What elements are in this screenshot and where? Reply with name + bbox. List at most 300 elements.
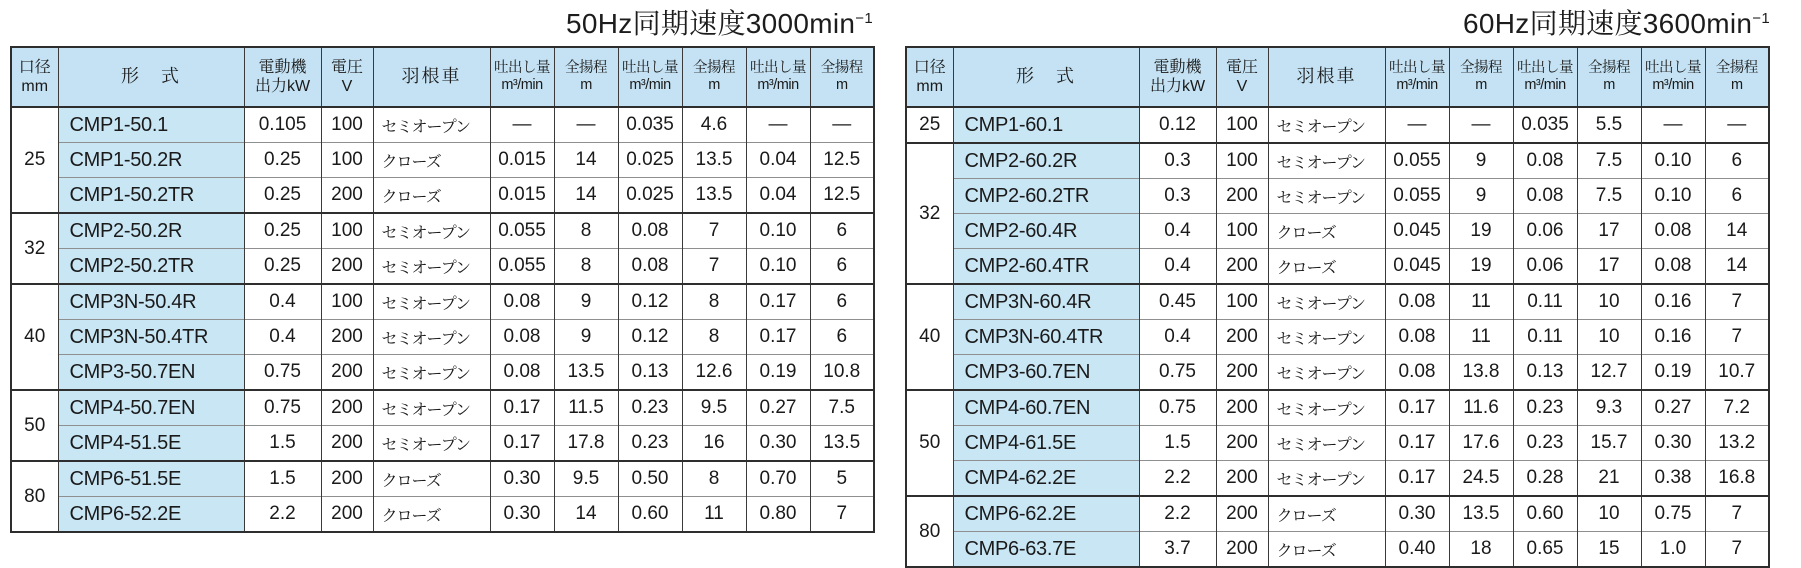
col-header-flow-1-line1: 吐出し量 xyxy=(494,59,550,76)
flow-value-cell: 0.025 xyxy=(618,143,682,178)
voltage-cell: 200 xyxy=(1216,179,1268,214)
impeller-cell: セミオープン xyxy=(373,284,490,320)
flow-value-cell: 0.12 xyxy=(618,284,682,320)
power-cell: 2.2 xyxy=(244,497,321,533)
col-header-power-line2: 出力kW xyxy=(1149,78,1206,95)
head-value-cell: 13.5 xyxy=(682,178,746,214)
head-value-cell: 9 xyxy=(1449,179,1513,214)
flow-value-cell: 0.16 xyxy=(1641,320,1705,355)
flow-value-cell: 0.055 xyxy=(490,213,554,249)
head-value-cell: 7 xyxy=(682,249,746,285)
col-header-bore-line2: mm xyxy=(21,78,49,95)
flow-value-cell: 0.60 xyxy=(1513,496,1577,532)
voltage-cell: 200 xyxy=(1216,390,1268,426)
flow-value-cell: 0.04 xyxy=(746,178,810,214)
voltage-cell: 100 xyxy=(1216,214,1268,249)
head-value-cell: 15.7 xyxy=(1577,426,1641,461)
head-value-cell: 16 xyxy=(682,426,746,462)
head-value-cell: 13.5 xyxy=(1449,496,1513,532)
head-value-cell: 11.6 xyxy=(1449,390,1513,426)
voltage-cell: 200 xyxy=(1216,532,1268,568)
voltage-cell: 100 xyxy=(321,213,373,249)
flow-value-cell: 0.70 xyxy=(746,461,810,497)
model-cell: CMP2-50.2R xyxy=(58,213,244,249)
flow-value-cell: 0.17 xyxy=(746,320,810,355)
power-cell: 0.4 xyxy=(244,320,321,355)
table-row xyxy=(906,532,1769,568)
head-value-cell: 15 xyxy=(1577,532,1641,568)
model-cell: CMP2-50.2TR xyxy=(58,249,244,285)
impeller-cell: クローズ xyxy=(1268,249,1385,285)
col-header-head-2-line1: 全揚程 xyxy=(1588,59,1630,76)
head-value-cell: 12.6 xyxy=(682,355,746,391)
impeller-cell: セミオープン xyxy=(373,390,490,426)
col-header-bore xyxy=(906,47,953,107)
voltage-cell: 100 xyxy=(1216,107,1268,143)
power-cell: 0.45 xyxy=(1139,284,1216,320)
table-title-50hz-exponent: −1 xyxy=(855,10,873,27)
voltage-cell: 100 xyxy=(321,107,373,143)
head-value-cell: 11 xyxy=(1449,320,1513,355)
head-value-cell: 16.8 xyxy=(1705,461,1769,497)
voltage-cell: 200 xyxy=(1216,320,1268,355)
table-row xyxy=(11,178,874,214)
head-value-cell: 8 xyxy=(682,284,746,320)
flow-value-cell: 0.11 xyxy=(1513,284,1577,320)
col-header-head-3-line2: m xyxy=(835,77,848,93)
flow-value-cell: 0.015 xyxy=(490,143,554,178)
impeller-cell: クローズ xyxy=(373,497,490,533)
col-header-head-1 xyxy=(554,47,618,107)
col-header-head-2-line2: m xyxy=(1603,77,1615,93)
power-cell: 0.75 xyxy=(1139,355,1216,391)
flow-value-cell: 0.30 xyxy=(490,461,554,497)
table-row xyxy=(906,320,1769,355)
col-header-voltage-line1: 電圧 xyxy=(330,58,363,76)
col-header-power xyxy=(1139,47,1216,107)
flow-value-cell: 0.10 xyxy=(1641,179,1705,214)
model-cell: CMP3-50.7EN xyxy=(58,355,244,391)
flow-value-cell: 0.10 xyxy=(746,249,810,285)
bore-cell: 80 xyxy=(906,496,953,567)
table-title-60hz-text: 60Hz同期速度3600min xyxy=(1463,8,1753,39)
power-cell: 0.4 xyxy=(1139,320,1216,355)
table-row xyxy=(906,284,1769,320)
head-value-cell: 5 xyxy=(810,461,874,497)
col-header-flow-1 xyxy=(490,47,554,107)
col-header-head-3-line2: m xyxy=(1730,77,1743,93)
flow-value-cell: 0.025 xyxy=(618,178,682,214)
power-cell: 0.105 xyxy=(244,107,321,143)
table-row xyxy=(906,107,1769,143)
power-cell: 2.2 xyxy=(1139,461,1216,497)
table-block-60hz xyxy=(905,8,1770,568)
flow-value-cell: 0.13 xyxy=(618,355,682,391)
power-cell: 0.3 xyxy=(1139,143,1216,179)
model-cell: CMP6-62.2E xyxy=(953,496,1139,532)
bore-cell: 32 xyxy=(11,213,58,284)
col-header-voltage xyxy=(321,47,373,107)
col-header-model xyxy=(58,47,244,107)
table-row xyxy=(906,249,1769,285)
head-value-cell: 14 xyxy=(1705,249,1769,285)
head-value-cell: 5.5 xyxy=(1577,107,1641,143)
model-cell: CMP6-63.7E xyxy=(953,532,1139,568)
power-cell: 0.25 xyxy=(244,249,321,285)
voltage-cell: 200 xyxy=(1216,461,1268,497)
col-header-flow-1-line2: m³/min xyxy=(501,77,543,93)
impeller-cell: セミオープン xyxy=(1268,320,1385,355)
flow-value-cell: 0.045 xyxy=(1385,214,1449,249)
voltage-cell: 100 xyxy=(321,143,373,178)
col-header-head-1-line1: 全揚程 xyxy=(565,59,607,76)
impeller-cell: セミオープン xyxy=(1268,390,1385,426)
col-header-head-1 xyxy=(1449,47,1513,107)
voltage-cell: 200 xyxy=(321,461,373,497)
voltage-cell: 200 xyxy=(1216,426,1268,461)
flow-value-cell: 0.08 xyxy=(1385,284,1449,320)
head-value-cell: 6 xyxy=(1705,179,1769,214)
head-value-cell: 7 xyxy=(1705,284,1769,320)
power-cell: 0.75 xyxy=(244,355,321,391)
flow-value-cell: 0.08 xyxy=(490,284,554,320)
impeller-cell: セミオープン xyxy=(373,213,490,249)
model-cell: CMP1-50.1 xyxy=(58,107,244,143)
flow-value-cell: 0.10 xyxy=(746,213,810,249)
power-cell: 0.75 xyxy=(244,390,321,426)
col-header-flow-3-line1: 吐出し量 xyxy=(1645,59,1701,76)
col-header-flow-1-line2: m³/min xyxy=(1396,77,1438,93)
spec-table-50hz xyxy=(10,46,875,533)
table-row xyxy=(906,179,1769,214)
head-value-cell: 12.5 xyxy=(810,143,874,178)
head-value-cell: 10 xyxy=(1577,284,1641,320)
col-header-power-line1: 電動機 xyxy=(258,58,307,76)
voltage-cell: 200 xyxy=(1216,249,1268,285)
head-value-cell: — xyxy=(1705,107,1769,143)
table-title-60hz-exponent: −1 xyxy=(1752,10,1770,27)
voltage-cell: 100 xyxy=(1216,143,1268,179)
power-cell: 0.4 xyxy=(244,284,321,320)
flow-value-cell: 0.23 xyxy=(618,426,682,462)
col-header-flow-2 xyxy=(618,47,682,107)
power-cell: 3.7 xyxy=(1139,532,1216,568)
flow-value-cell: 0.13 xyxy=(1513,355,1577,391)
flow-value-cell: 0.045 xyxy=(1385,249,1449,285)
flow-value-cell: 0.04 xyxy=(746,143,810,178)
flow-value-cell: 0.30 xyxy=(746,426,810,462)
head-value-cell: 9 xyxy=(554,320,618,355)
model-cell: CMP4-61.5E xyxy=(953,426,1139,461)
table-row xyxy=(11,107,874,143)
bore-cell: 25 xyxy=(906,107,953,143)
power-cell: 0.25 xyxy=(244,143,321,178)
bore-cell: 50 xyxy=(11,390,58,461)
table-row xyxy=(906,496,1769,532)
flow-value-cell: 0.035 xyxy=(1513,107,1577,143)
impeller-cell: クローズ xyxy=(373,178,490,214)
table-row xyxy=(11,143,874,178)
head-value-cell: 7.5 xyxy=(1577,179,1641,214)
model-cell: CMP2-60.4TR xyxy=(953,249,1139,285)
power-cell: 1.5 xyxy=(244,461,321,497)
col-header-voltage-line2: V xyxy=(341,78,353,95)
head-value-cell: — xyxy=(810,107,874,143)
table-body-60hz xyxy=(906,107,1769,567)
flow-value-cell: 0.23 xyxy=(1513,426,1577,461)
head-value-cell: 14 xyxy=(1705,214,1769,249)
header-row xyxy=(11,47,874,107)
col-header-head-3-line1: 全揚程 xyxy=(820,59,863,76)
model-cell: CMP4-62.2E xyxy=(953,461,1139,497)
impeller-cell: クローズ xyxy=(1268,214,1385,249)
bore-cell: 80 xyxy=(11,461,58,532)
flow-value-cell: 0.17 xyxy=(490,390,554,426)
flow-value-cell: 0.12 xyxy=(618,320,682,355)
flow-value-cell: 0.08 xyxy=(1385,355,1449,391)
table-row xyxy=(11,355,874,391)
col-header-impeller-label: 羽根車 xyxy=(1296,66,1357,87)
flow-value-cell: 0.65 xyxy=(1513,532,1577,568)
voltage-cell: 200 xyxy=(321,497,373,533)
flow-value-cell: 0.08 xyxy=(1641,214,1705,249)
table-row xyxy=(906,461,1769,497)
voltage-cell: 200 xyxy=(321,390,373,426)
voltage-cell: 200 xyxy=(321,426,373,462)
col-header-flow-3 xyxy=(1641,47,1705,107)
voltage-cell: 100 xyxy=(1216,284,1268,320)
col-header-flow-2-line1: 吐出し量 xyxy=(622,59,678,76)
flow-value-cell: 0.08 xyxy=(618,213,682,249)
head-value-cell: 8 xyxy=(554,213,618,249)
col-header-head-3 xyxy=(810,47,874,107)
col-header-power-line2: 出力kW xyxy=(254,78,311,95)
flow-value-cell: 0.75 xyxy=(1641,496,1705,532)
impeller-cell: セミオープン xyxy=(373,249,490,285)
model-cell: CMP2-60.2R xyxy=(953,143,1139,179)
model-cell: CMP6-52.2E xyxy=(58,497,244,533)
col-header-flow-1-line1: 吐出し量 xyxy=(1389,59,1445,76)
voltage-cell: 200 xyxy=(321,249,373,285)
flow-value-cell: 0.17 xyxy=(1385,390,1449,426)
impeller-cell: セミオープン xyxy=(373,426,490,462)
head-value-cell: — xyxy=(1449,107,1513,143)
head-value-cell: 6 xyxy=(810,320,874,355)
flow-value-cell: 0.30 xyxy=(1641,426,1705,461)
model-cell: CMP1-50.2R xyxy=(58,143,244,178)
col-header-head-1-line2: m xyxy=(580,77,592,93)
head-value-cell: 14 xyxy=(554,143,618,178)
model-cell: CMP6-51.5E xyxy=(58,461,244,497)
header-row xyxy=(906,47,1769,107)
flow-value-cell: 0.08 xyxy=(490,355,554,391)
table-row xyxy=(11,284,874,320)
table-title-60hz xyxy=(905,8,1770,40)
head-value-cell: 6 xyxy=(810,249,874,285)
col-header-power xyxy=(244,47,321,107)
voltage-cell: 100 xyxy=(321,284,373,320)
model-cell: CMP1-50.2TR xyxy=(58,178,244,214)
head-value-cell: 7 xyxy=(1705,320,1769,355)
table-row xyxy=(906,143,1769,179)
col-header-flow-3-line2: m³/min xyxy=(757,77,799,93)
head-value-cell: 10 xyxy=(1577,496,1641,532)
flow-value-cell: 1.0 xyxy=(1641,532,1705,568)
head-value-cell: 7 xyxy=(1705,532,1769,568)
flow-value-cell: 0.035 xyxy=(618,107,682,143)
impeller-cell: セミオープン xyxy=(1268,143,1385,179)
voltage-cell: 200 xyxy=(1216,355,1268,391)
head-value-cell: 13.5 xyxy=(554,355,618,391)
col-header-head-2-line1: 全揚程 xyxy=(693,59,735,76)
power-cell: 2.2 xyxy=(1139,496,1216,532)
table-header-60hz xyxy=(906,47,1769,107)
col-header-impeller xyxy=(1268,47,1385,107)
power-cell: 0.12 xyxy=(1139,107,1216,143)
head-value-cell: 9 xyxy=(1449,143,1513,179)
flow-value-cell: 0.055 xyxy=(1385,143,1449,179)
flow-value-cell: 0.38 xyxy=(1641,461,1705,497)
head-value-cell: 24.5 xyxy=(1449,461,1513,497)
table-row xyxy=(11,426,874,462)
power-cell: 0.3 xyxy=(1139,179,1216,214)
power-cell: 0.25 xyxy=(244,213,321,249)
head-value-cell: 17.8 xyxy=(554,426,618,462)
bore-cell: 25 xyxy=(11,107,58,213)
head-value-cell: 9.3 xyxy=(1577,390,1641,426)
flow-value-cell: 0.08 xyxy=(1385,320,1449,355)
model-cell: CMP3N-50.4TR xyxy=(58,320,244,355)
head-value-cell: 4.6 xyxy=(682,107,746,143)
col-header-flow-2-line1: 吐出し量 xyxy=(1517,59,1573,76)
flow-value-cell: 0.055 xyxy=(1385,179,1449,214)
head-value-cell: 6 xyxy=(1705,143,1769,179)
flow-value-cell: 0.50 xyxy=(618,461,682,497)
head-value-cell: 13.5 xyxy=(682,143,746,178)
bore-cell: 40 xyxy=(11,284,58,390)
col-header-voltage xyxy=(1216,47,1268,107)
model-cell: CMP3N-60.4TR xyxy=(953,320,1139,355)
head-value-cell: 6 xyxy=(810,284,874,320)
head-value-cell: 19 xyxy=(1449,214,1513,249)
col-header-bore-line2: mm xyxy=(916,78,944,95)
head-value-cell: 8 xyxy=(554,249,618,285)
flow-value-cell: 0.17 xyxy=(1385,461,1449,497)
model-cell: CMP4-51.5E xyxy=(58,426,244,462)
col-header-flow-3-line1: 吐出し量 xyxy=(750,59,806,76)
head-value-cell: 17 xyxy=(1577,214,1641,249)
impeller-cell: クローズ xyxy=(373,143,490,178)
voltage-cell: 200 xyxy=(321,178,373,214)
head-value-cell: 7.5 xyxy=(1577,143,1641,179)
head-value-cell: 13.8 xyxy=(1449,355,1513,391)
col-header-bore-line1: 口径 xyxy=(913,58,946,76)
impeller-cell: セミオープン xyxy=(1268,461,1385,497)
impeller-cell: クローズ xyxy=(1268,496,1385,532)
col-header-model-label: 形 式 xyxy=(1016,66,1076,87)
head-value-cell: 8 xyxy=(682,461,746,497)
model-cell: CMP2-60.2TR xyxy=(953,179,1139,214)
voltage-cell: 200 xyxy=(1216,496,1268,532)
table-title-50hz xyxy=(10,8,873,40)
flow-value-cell: — xyxy=(746,107,810,143)
col-header-head-2 xyxy=(682,47,746,107)
power-cell: 0.4 xyxy=(1139,249,1216,285)
head-value-cell: 17 xyxy=(1577,249,1641,285)
head-value-cell: 14 xyxy=(554,178,618,214)
table-row xyxy=(11,249,874,285)
col-header-head-2 xyxy=(1577,47,1641,107)
table-row xyxy=(906,426,1769,461)
flow-value-cell: 0.16 xyxy=(1641,284,1705,320)
col-header-head-1-line2: m xyxy=(1475,77,1487,93)
table-row xyxy=(906,214,1769,249)
bore-cell: 32 xyxy=(906,143,953,284)
head-value-cell: 7 xyxy=(682,213,746,249)
flow-value-cell: 0.80 xyxy=(746,497,810,533)
head-value-cell: 18 xyxy=(1449,532,1513,568)
head-value-cell: 10 xyxy=(1577,320,1641,355)
flow-value-cell: 0.08 xyxy=(1513,179,1577,214)
table-row xyxy=(906,390,1769,426)
head-value-cell: 12.5 xyxy=(810,178,874,214)
flow-value-cell: 0.17 xyxy=(490,426,554,462)
head-value-cell: — xyxy=(554,107,618,143)
col-header-voltage-line2: V xyxy=(1236,78,1248,95)
head-value-cell: 7 xyxy=(1705,496,1769,532)
impeller-cell: セミオープン xyxy=(1268,355,1385,391)
flow-value-cell: 0.055 xyxy=(490,249,554,285)
flow-value-cell: 0.08 xyxy=(618,249,682,285)
col-header-flow-2-line2: m³/min xyxy=(629,77,671,93)
impeller-cell: セミオープン xyxy=(1268,107,1385,143)
power-cell: 0.75 xyxy=(1139,390,1216,426)
flow-value-cell: 0.27 xyxy=(1641,390,1705,426)
table-header-50hz xyxy=(11,47,874,107)
impeller-cell: セミオープン xyxy=(1268,426,1385,461)
flow-value-cell: 0.06 xyxy=(1513,249,1577,285)
flow-value-cell: 0.08 xyxy=(1513,143,1577,179)
spec-table-60hz xyxy=(905,46,1770,568)
table-row xyxy=(11,497,874,533)
table-title-50hz-text: 50Hz同期速度3000min xyxy=(566,8,856,39)
flow-value-cell: 0.17 xyxy=(746,284,810,320)
col-header-power-line1: 電動機 xyxy=(1153,58,1202,76)
col-header-flow-2-line2: m³/min xyxy=(1524,77,1566,93)
impeller-cell: クローズ xyxy=(1268,532,1385,568)
col-header-bore-line1: 口径 xyxy=(18,58,51,76)
model-cell: CMP3N-60.4R xyxy=(953,284,1139,320)
head-value-cell: 11 xyxy=(1449,284,1513,320)
power-cell: 1.5 xyxy=(1139,426,1216,461)
flow-value-cell: 0.11 xyxy=(1513,320,1577,355)
head-value-cell: 7.2 xyxy=(1705,390,1769,426)
flow-value-cell: 0.10 xyxy=(1641,143,1705,179)
head-value-cell: 9.5 xyxy=(554,461,618,497)
head-value-cell: 9 xyxy=(554,284,618,320)
col-header-flow-3-line2: m³/min xyxy=(1652,77,1694,93)
col-header-head-3 xyxy=(1705,47,1769,107)
head-value-cell: 13.2 xyxy=(1705,426,1769,461)
flow-value-cell: 0.19 xyxy=(1641,355,1705,391)
model-cell: CMP4-60.7EN xyxy=(953,390,1139,426)
flow-value-cell: 0.17 xyxy=(1385,426,1449,461)
model-cell: CMP2-60.4R xyxy=(953,214,1139,249)
impeller-cell: セミオープン xyxy=(373,320,490,355)
head-value-cell: 19 xyxy=(1449,249,1513,285)
bore-cell: 50 xyxy=(906,390,953,496)
head-value-cell: 17.6 xyxy=(1449,426,1513,461)
